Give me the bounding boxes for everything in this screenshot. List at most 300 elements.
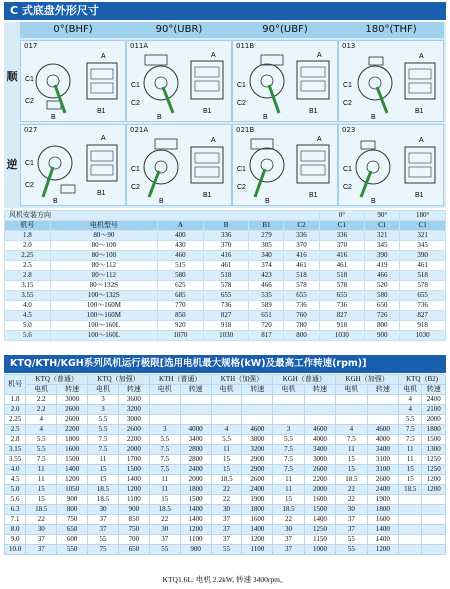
table-cell: 850 <box>118 515 149 525</box>
dim-b1: B1 <box>415 108 424 115</box>
table-cell: 770 <box>158 301 204 311</box>
table-cell: 4000 <box>304 435 335 445</box>
table-cell <box>422 535 446 545</box>
table-cell: 720 <box>249 321 284 331</box>
table-cell: 5.0 <box>5 485 26 495</box>
table-cell: 7.5 <box>26 455 57 465</box>
diagram-code: 017 <box>24 42 38 50</box>
dimension-row <box>5 291 446 301</box>
sub-header: 转速 <box>180 385 211 395</box>
sub-header: 转速 <box>304 385 335 395</box>
limits-row <box>5 405 446 415</box>
table-cell: 5.5 <box>26 435 57 445</box>
table-cell: 430 <box>158 241 204 251</box>
table-cell: 22 <box>149 515 180 525</box>
table-cell: 726 <box>365 311 400 321</box>
table-cell: 651 <box>249 311 284 321</box>
limits-row <box>5 445 446 455</box>
table-cell: 4000 <box>367 435 398 445</box>
table-cell: 2800 <box>180 455 211 465</box>
limits-row <box>5 485 446 495</box>
table-cell: 918 <box>203 321 249 331</box>
table-cell: 2200 <box>118 435 149 445</box>
table-cell: 578 <box>400 281 446 291</box>
table-cell: 4600 <box>367 425 398 435</box>
table-cell: 4 <box>336 425 367 435</box>
table-cell: 655 <box>400 291 446 301</box>
table-cell <box>180 415 211 425</box>
table-cell: 37 <box>211 535 242 545</box>
table-cell: 3000 <box>57 395 88 405</box>
table-cell: 2600 <box>367 475 398 485</box>
table-cell: 9.0 <box>5 535 26 545</box>
section-title-limits: KTQ/KTH/KGH系列风机运行极限[选用电机最大规格(kW)及最高工作转速(rpm)] <box>4 355 446 373</box>
table-cell: 1050 <box>57 485 88 495</box>
table-cell: 18.5 <box>399 485 422 495</box>
table-cell: 2.2 <box>26 395 57 405</box>
table-cell: 7.5 <box>399 425 422 435</box>
install-angle: 180° <box>400 211 446 221</box>
table-cell <box>422 515 446 525</box>
table-cell: 370 <box>203 241 249 251</box>
table-cell: 15 <box>26 485 57 495</box>
table-cell: 15 <box>211 455 242 465</box>
dim-b1: B1 <box>97 108 106 115</box>
table-cell: 3000 <box>304 455 335 465</box>
table-cell <box>149 395 180 405</box>
install-direction-label: 风机安装方向 <box>5 211 320 221</box>
table-cell: 75 <box>88 545 119 555</box>
dim-c2: C2 <box>25 182 34 189</box>
table-cell: 279 <box>249 231 284 241</box>
table-cell: 390 <box>365 251 400 261</box>
limits-row <box>5 395 446 405</box>
col-header: B <box>203 221 249 231</box>
table-cell: 461 <box>319 261 365 271</box>
table-cell: 2600 <box>57 405 88 415</box>
table-cell: 37 <box>26 545 57 555</box>
col-header: 电机型号 <box>50 221 157 231</box>
table-cell: 2600 <box>242 475 273 485</box>
table-cell: 416 <box>319 251 365 261</box>
table-cell: 4 <box>399 395 422 405</box>
table-cell: 750 <box>57 515 88 525</box>
dim-a: A <box>317 52 322 59</box>
table-cell <box>367 415 398 425</box>
table-cell: 100～160L <box>50 331 157 341</box>
table-cell: 1800 <box>242 505 273 515</box>
table-cell: 4.0 <box>5 465 26 475</box>
table-cell: 370 <box>284 241 319 251</box>
fan-drawing <box>21 41 127 123</box>
table-cell: 1600 <box>57 445 88 455</box>
table-cell: 655 <box>203 291 249 301</box>
table-cell: 827 <box>203 311 249 321</box>
dim-c2: C2 <box>131 100 140 107</box>
table-cell: 15 <box>273 495 304 505</box>
table-cell: 55 <box>336 535 367 545</box>
table-cell: 5.6 <box>5 331 51 341</box>
table-cell: 5.0 <box>5 321 51 331</box>
table-cell: 4600 <box>242 425 273 435</box>
table-cell: 390 <box>400 251 446 261</box>
table-cell: 7.5 <box>149 455 180 465</box>
table-cell: 518 <box>203 271 249 281</box>
dim-b1: B1 <box>415 192 424 199</box>
table-cell <box>211 415 242 425</box>
table-cell <box>149 415 180 425</box>
table-cell: 1250 <box>422 455 446 465</box>
table-cell: 10.0 <box>5 545 26 555</box>
table-cell: 11 <box>149 475 180 485</box>
diagram-grid <box>4 22 446 208</box>
table-cell: 37 <box>26 535 57 545</box>
table-cell: 625 <box>158 281 204 291</box>
table-cell: 22 <box>273 515 304 525</box>
sub-header: 电机 <box>211 385 242 395</box>
table-cell <box>242 405 273 415</box>
table-cell: 80～100 <box>50 241 157 251</box>
col-group: KTH（普通） <box>149 375 211 385</box>
table-cell: 15 <box>336 465 367 475</box>
table-cell: 37 <box>211 525 242 535</box>
table-cell: 518 <box>319 271 365 281</box>
table-cell <box>399 545 422 555</box>
table-cell: 650 <box>57 525 88 535</box>
table-cell: 3 <box>88 405 119 415</box>
table-cell: 1800 <box>367 505 398 515</box>
table-cell: 7.5 <box>149 465 180 475</box>
table-cell: 419 <box>365 261 400 271</box>
table-cell: 1070 <box>158 331 204 341</box>
table-cell: 827 <box>319 311 365 321</box>
table-cell <box>242 415 273 425</box>
table-cell: 736 <box>284 301 319 311</box>
dim-b1: B1 <box>203 192 212 199</box>
table-cell: 22 <box>336 495 367 505</box>
dim-c2: C2 <box>237 100 246 107</box>
diagram-021b <box>232 124 338 206</box>
table-cell: 580 <box>365 291 400 301</box>
table-cell <box>211 405 242 415</box>
table-cell: 11 <box>399 445 422 455</box>
table-cell: 736 <box>400 301 446 311</box>
table-cell <box>422 525 446 535</box>
table-cell: 80～112 <box>50 271 157 281</box>
dimension-table-header <box>5 221 446 231</box>
table-cell: 3200 <box>242 445 273 455</box>
dimension-table <box>4 210 446 341</box>
table-cell: 900 <box>365 331 400 341</box>
table-cell: 1400 <box>367 535 398 545</box>
dim-c1: C1 <box>131 82 140 89</box>
table-cell <box>367 395 398 405</box>
table-cell: 1500 <box>304 505 335 515</box>
table-cell: 3400 <box>367 445 398 455</box>
limits-row <box>5 455 446 465</box>
diagram-code: 023 <box>342 126 356 134</box>
limits-row <box>5 465 446 475</box>
direction-90-ubf: 90°(UBF) <box>232 22 338 38</box>
table-cell: 15 <box>336 455 367 465</box>
table-cell: 817 <box>249 331 284 341</box>
dim-c2: C2 <box>237 184 246 191</box>
table-cell: 515 <box>158 261 204 271</box>
table-cell: 2.25 <box>5 251 51 261</box>
table-cell: 7.1 <box>5 515 26 525</box>
dim-c1: C1 <box>343 82 352 89</box>
fan-drawing <box>233 41 339 123</box>
table-cell: 18.5 <box>211 475 242 485</box>
table-cell: 7.5 <box>273 445 304 455</box>
col-header: C2 <box>284 221 319 231</box>
table-cell: 655 <box>284 291 319 301</box>
table-cell <box>399 535 422 545</box>
limits-row <box>5 495 446 505</box>
table-cell: 22 <box>211 495 242 505</box>
table-cell <box>336 405 367 415</box>
table-cell: 3 <box>88 395 119 405</box>
col-header: A <box>158 221 204 231</box>
table-cell: 30 <box>273 525 304 535</box>
table-cell: 18.5 <box>149 505 180 515</box>
diagram-017 <box>20 40 126 122</box>
table-cell: 1200 <box>422 475 446 485</box>
dim-b1: B1 <box>203 108 212 115</box>
table-cell: 15 <box>211 465 242 475</box>
table-cell: 3 <box>273 425 304 435</box>
diagram-011a <box>126 40 232 122</box>
table-cell <box>304 415 335 425</box>
table-cell: 7.5 <box>88 435 119 445</box>
table-cell: 650 <box>365 301 400 311</box>
table-cell: 2.0 <box>5 405 26 415</box>
limits-row <box>5 475 446 485</box>
dim-c2: C2 <box>343 100 352 107</box>
limits-table-group-header <box>5 375 446 385</box>
table-cell <box>422 495 446 505</box>
table-cell: 4 <box>26 425 57 435</box>
table-cell: 518 <box>284 271 319 281</box>
table-cell: 55 <box>211 545 242 555</box>
table-cell: 3.55 <box>5 291 51 301</box>
sub-header: 转速 <box>422 385 446 395</box>
table-cell: 918 <box>319 321 365 331</box>
table-cell: 100～132S <box>50 291 157 301</box>
table-cell <box>273 415 304 425</box>
col-header: C1 <box>319 221 365 231</box>
table-cell: 3.15 <box>5 281 51 291</box>
dim-a: A <box>211 137 216 144</box>
install-angle: 90° <box>365 211 400 221</box>
table-cell: 80～100 <box>50 251 157 261</box>
row-label-counterclockwise: 逆 <box>6 158 18 171</box>
table-cell: 2000 <box>304 485 335 495</box>
table-cell <box>399 515 422 525</box>
table-cell: 2400 <box>180 465 211 475</box>
table-cell: 850 <box>158 311 204 321</box>
table-cell: 55 <box>88 535 119 545</box>
table-cell: 2600 <box>304 465 335 475</box>
table-cell: 11 <box>149 485 180 495</box>
dim-b: B <box>265 198 270 205</box>
table-cell: 4 <box>399 405 422 415</box>
table-cell: 2000 <box>422 415 446 425</box>
table-cell: 1100 <box>118 495 149 505</box>
limits-table-sub-header <box>5 385 446 395</box>
direction-180: 180°(THF) <box>338 22 444 38</box>
dim-a: A <box>101 53 106 60</box>
table-cell: 30 <box>336 505 367 515</box>
table-cell: 11 <box>88 455 119 465</box>
dim-b1: B1 <box>97 190 106 197</box>
dimension-row <box>5 321 446 331</box>
table-cell <box>399 525 422 535</box>
table-cell: 30 <box>26 525 57 535</box>
table-cell: 2000 <box>118 445 149 455</box>
dimension-row <box>5 241 446 251</box>
table-cell: 1500 <box>118 465 149 475</box>
table-cell: 55 <box>149 545 180 555</box>
table-cell: 3800 <box>242 435 273 445</box>
table-cell: 4.0 <box>5 301 51 311</box>
table-cell: 1400 <box>118 475 149 485</box>
table-cell: 15 <box>88 475 119 485</box>
dimension-row <box>5 301 446 311</box>
table-cell: 6.3 <box>5 505 26 515</box>
table-cell: 15 <box>149 495 180 505</box>
limits-row <box>5 545 446 555</box>
table-cell: 461 <box>400 261 446 271</box>
table-cell: 15 <box>88 465 119 475</box>
table-cell: 22 <box>336 485 367 495</box>
table-cell: 2900 <box>242 465 273 475</box>
table-cell: 2100 <box>422 405 446 415</box>
table-cell: 7.5 <box>336 435 367 445</box>
table-cell: 1800 <box>422 425 446 435</box>
dimension-row <box>5 231 446 241</box>
table-cell: 321 <box>400 231 446 241</box>
sub-header: 电机 <box>399 385 422 395</box>
col-header: C1 <box>365 221 400 231</box>
table-cell: 100～160L <box>50 321 157 331</box>
table-cell: 345 <box>400 241 446 251</box>
limits-row <box>5 515 446 525</box>
table-cell: 15 <box>399 465 422 475</box>
footnote: KTQ1.6L: 电机 2.2kW, 转速 3400rpm。 <box>162 575 288 584</box>
table-cell: 11 <box>273 475 304 485</box>
dim-b1: B1 <box>309 192 318 199</box>
table-cell <box>180 395 211 405</box>
table-cell: 1030 <box>400 331 446 341</box>
table-cell: 37 <box>88 515 119 525</box>
table-cell: 580 <box>158 271 204 281</box>
table-cell: 1400 <box>242 525 273 535</box>
sub-header: 转速 <box>367 385 398 395</box>
table-cell: 1400 <box>57 465 88 475</box>
table-cell: 37 <box>88 525 119 535</box>
section-title-dimensions: C 式底盘外形尺寸 <box>4 2 446 20</box>
table-cell: 2600 <box>57 415 88 425</box>
install-angle: 0° <box>319 211 365 221</box>
table-cell: 2000 <box>180 475 211 485</box>
fan-drawing <box>339 41 445 123</box>
table-cell: 1250 <box>304 525 335 535</box>
table-cell: 1900 <box>367 495 398 505</box>
table-cell: 466 <box>249 281 284 291</box>
table-cell: 30 <box>88 505 119 515</box>
dim-b: B <box>159 198 164 205</box>
table-cell: 900 <box>57 495 88 505</box>
diagram-code: 027 <box>24 126 38 134</box>
table-cell: 655 <box>319 291 365 301</box>
diagram-code: 011B <box>236 42 255 50</box>
table-cell: 578 <box>319 281 365 291</box>
fan-drawing <box>127 41 233 123</box>
dimension-row <box>5 281 446 291</box>
table-cell: 100～160M <box>50 311 157 321</box>
dim-c2: C2 <box>25 98 34 105</box>
table-cell: 1250 <box>422 465 446 475</box>
table-cell: 3000 <box>118 415 149 425</box>
table-cell: 416 <box>203 251 249 261</box>
table-cell: 336 <box>319 231 365 241</box>
dim-c2: C2 <box>343 184 352 191</box>
table-cell <box>304 405 335 415</box>
limits-row <box>5 415 446 425</box>
table-cell: 900 <box>180 545 211 555</box>
table-cell <box>180 405 211 415</box>
table-cell: 1600 <box>367 515 398 525</box>
limits-row <box>5 425 446 435</box>
table-cell: 600 <box>57 535 88 545</box>
table-cell: 1800 <box>57 435 88 445</box>
table-cell: 374 <box>249 261 284 271</box>
table-cell: 2200 <box>304 475 335 485</box>
table-cell: 918 <box>400 321 446 331</box>
table-cell: 15 <box>399 475 422 485</box>
table-cell: 1700 <box>118 455 149 465</box>
col-header: 机号 <box>5 221 51 231</box>
sub-header: 电机 <box>88 385 119 395</box>
table-cell: 3400 <box>304 445 335 455</box>
table-cell: 1500 <box>180 495 211 505</box>
table-cell: 37 <box>336 515 367 525</box>
dimension-row <box>5 271 446 281</box>
dim-b: B <box>371 114 376 121</box>
table-cell <box>336 395 367 405</box>
table-cell: 2.8 <box>5 435 26 445</box>
table-cell: 920 <box>158 321 204 331</box>
table-cell: 1400 <box>304 515 335 525</box>
table-cell: 5.5 <box>273 435 304 445</box>
table-cell: 2400 <box>367 485 398 495</box>
diagram-code: 011A <box>130 42 149 50</box>
table-cell: 3600 <box>118 395 149 405</box>
table-cell: 827 <box>400 311 446 321</box>
table-cell <box>273 395 304 405</box>
dim-b: B <box>371 198 376 205</box>
col-group: 机号 <box>5 375 26 395</box>
table-cell: 3100 <box>367 455 398 465</box>
table-cell: 7.5 <box>273 465 304 475</box>
sub-header: 电机 <box>336 385 367 395</box>
table-cell: 1300 <box>422 445 446 455</box>
table-cell <box>336 415 367 425</box>
dimension-row <box>5 311 446 321</box>
sub-header: 转速 <box>242 385 273 395</box>
col-group: KTQ（普通） <box>26 375 88 385</box>
